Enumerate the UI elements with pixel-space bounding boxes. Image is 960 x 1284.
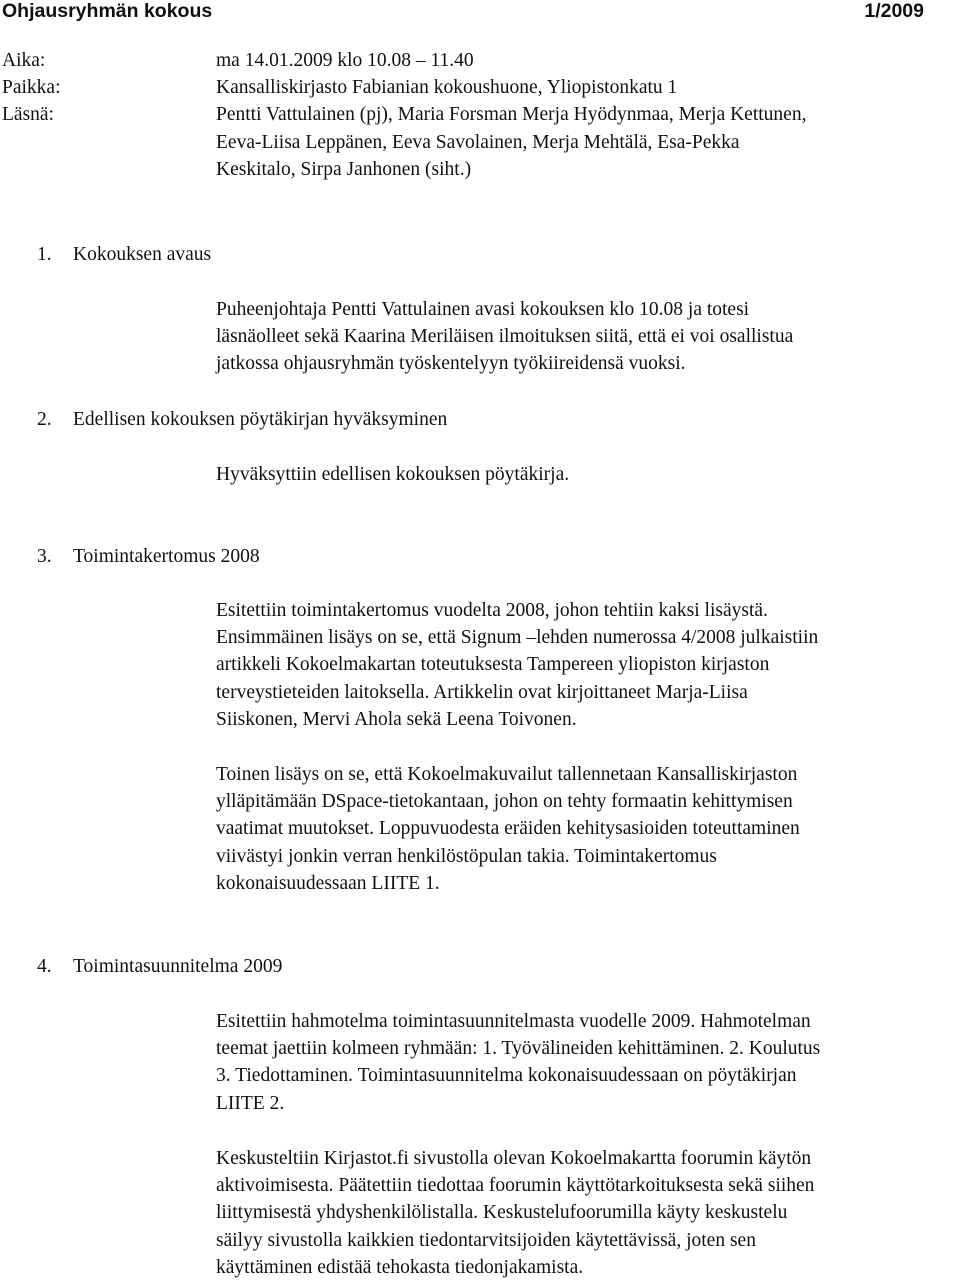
time-label: Aika: (2, 50, 46, 71)
section-title: Kokouksen avaus (73, 244, 212, 265)
text-line: Toinen lisäys on se, että Kokoelmakuvailut tallennetaan Kansalliskirjaston (216, 764, 798, 785)
section-number: 3. (37, 546, 52, 567)
section-title: Toimintakertomus 2008 (73, 546, 260, 567)
section-number: 4. (37, 956, 52, 977)
section-3-heading (37, 543, 260, 570)
section-4-heading (37, 953, 282, 980)
present-value (216, 101, 960, 183)
present-line: Eeva-Liisa Leppänen, Eeva Savolainen, Merja Mehtälä, Esa-Pekka (216, 131, 740, 153)
section-1-heading (37, 241, 211, 268)
section-4-paragraph-2 (216, 1145, 956, 1281)
section-3-paragraph-1 (216, 597, 956, 733)
time-row (2, 47, 960, 74)
text-line: säilyy sivustolla kaikkien tiedontarvitsijoiden käytettävissä, joten sen (216, 1229, 756, 1251)
text-line: Hyväksyttiin edellisen kokouksen pöytäkirja. (216, 464, 570, 485)
section-2-paragraph (216, 461, 956, 488)
text-line: Siiskonen, Mervi Ahola sekä Leena Toivonen. (216, 708, 577, 730)
text-line: Esitettiin toimintakertomus vuodelta 2008, johon tehtiin kaksi lisäystä. (216, 600, 768, 621)
section-3-paragraph-2 (216, 761, 956, 897)
section-title: Toimintasuunnitelma 2009 (73, 956, 283, 977)
page-number: 1/2009 (864, 0, 924, 22)
text-line: artikkeli Kokoelmakartan toteutuksesta Tampereen yliopiston kirjaston (216, 654, 770, 676)
place-row (2, 74, 960, 101)
text-line: Puheenjohtaja Pentti Vattulainen avasi kokouksen klo 10.08 ja totesi (216, 299, 750, 320)
section-title: Edellisen kokouksen pöytäkirjan hyväksyminen (73, 409, 448, 430)
text-line: käyttäminen edistää tehokasta tiedonjakamista. (216, 1256, 584, 1278)
text-line: ylläpitämään DSpace-tietokantaan, johon on tehty formaatin kehittymisen (216, 791, 793, 813)
present-label: Läsnä: (2, 104, 54, 126)
text-line: aktivoimisesta. Päätettiin tiedottaa foorumin käyttötarkoituksesta sekä siihen (216, 1175, 815, 1197)
section-number: 1. (37, 244, 52, 265)
section-2-heading (37, 406, 447, 433)
text-line: teemat jaettiin kolmeen ryhmään: 1. Työvälineiden kehittäminen. 2. Koulutus (216, 1038, 821, 1060)
present-line: Pentti Vattulainen (pj), Maria Forsman Merja Hyödynmaa, Merja Kettunen, (216, 104, 807, 126)
text-line: LIITE 2. (216, 1092, 285, 1114)
text-line: vaatimat muutokset. Loppuvuodesta eräiden kehitysasioiden toteuttaminen (216, 818, 800, 840)
text-line: kokonaisuudessaan LIITE 1. (216, 872, 440, 894)
meeting-details (2, 47, 960, 183)
text-line: jatkossa ohjausryhmän työskentelyyn työkiireidensä vuoksi. (216, 353, 686, 375)
text-line: Ensimmäinen lisäys on se, että Signum –lehden numerossa 4/2008 julkaistiin (216, 627, 819, 649)
section-number: 2. (37, 409, 52, 430)
present-line: Keskitalo, Sirpa Janhonen (siht.) (216, 158, 472, 180)
place-label: Paikka: (2, 77, 61, 99)
text-line: liittymisestä yhdyshenkilölistalla. Keskustelufoorumilla käyty keskustelu (216, 1202, 788, 1224)
text-line: Keskusteltiin Kirjastot.fi sivustolla olevan Kokoelmakartta foorumin käytön (216, 1148, 812, 1169)
text-line: 3. Tiedottaminen. Toimintasuunnitelma kokonaisuudessaan on pöytäkirjan (216, 1065, 797, 1087)
text-line: viivästyi jonkin verran henkilöstöpulan takia. Toimintakertomus (216, 845, 717, 867)
text-line: terveystieteiden laitoksella. Artikkelin ovat kirjoittaneet Marja-Liisa (216, 681, 748, 703)
present-row (2, 101, 960, 183)
section-1-paragraph (216, 296, 956, 378)
document-title: Ohjausryhmän kokous (2, 0, 213, 22)
document-header (2, 0, 924, 26)
place-value: Kansalliskirjasto Fabianian kokoushuone, Yliopistonkatu 1 (216, 77, 678, 99)
section-4-paragraph-1 (216, 1008, 956, 1117)
text-line: läsnäolleet sekä Kaarina Meriläisen ilmoituksen siitä, että ei voi osallistua (216, 326, 794, 348)
text-line: Esitettiin hahmotelma toimintasuunnitelmasta vuodelle 2009. Hahmotelman (216, 1011, 811, 1032)
time-value: ma 14.01.2009 klo 10.08 – 11.40 (216, 50, 474, 71)
